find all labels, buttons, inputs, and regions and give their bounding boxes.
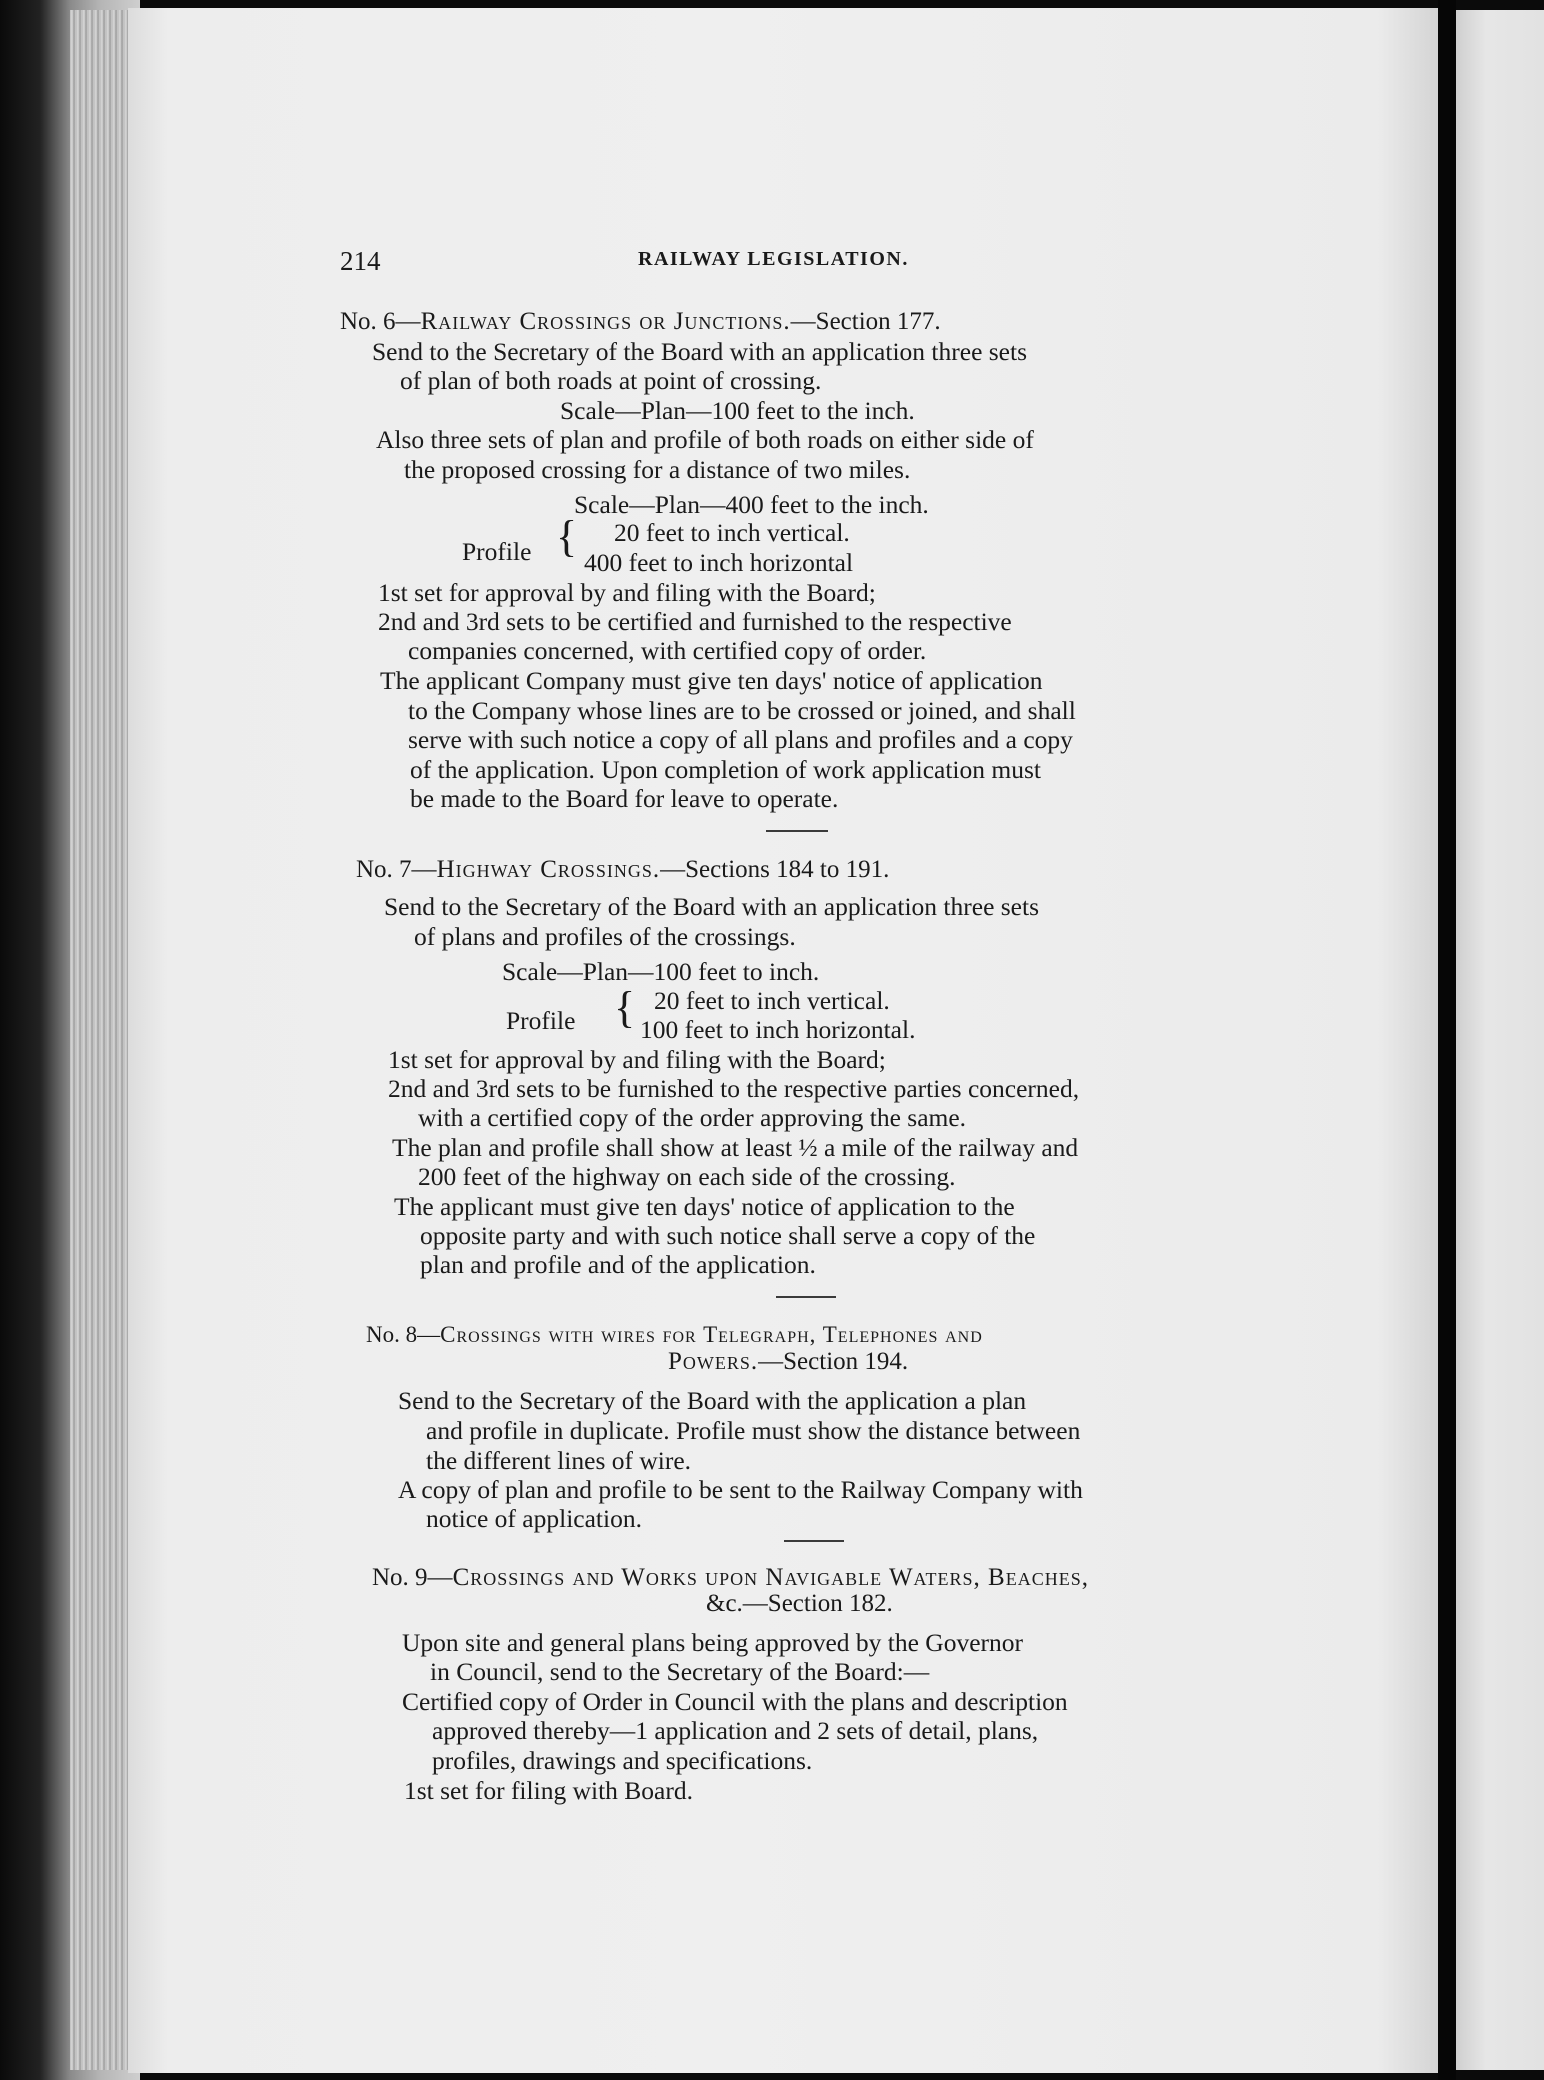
page-number: 214 xyxy=(340,246,381,276)
section-6-scale: Scale—Plan—100 feet to the inch. xyxy=(560,396,915,425)
section-7-line: Send to the Secretary of the Board with an application three sets xyxy=(384,892,1040,921)
section-8-title: Crossings with wires for Telegraph, Telephones and xyxy=(440,1322,983,1347)
section-6-line: the proposed crossing for a distance of two miles. xyxy=(404,455,911,484)
section-6-line: companies concerned, with certified copy of order. xyxy=(408,636,927,665)
section-6-line: 1st set for approval by and filing with the Board; xyxy=(378,578,876,607)
section-9-title-cont: &c. xyxy=(706,1590,743,1617)
section-8-number: No. 8— xyxy=(366,1322,441,1347)
section-7-line: 200 feet of the highway on each side of the crossing. xyxy=(418,1162,956,1191)
section-7-line: The applicant must give ten days' notice of application to the xyxy=(394,1192,1015,1221)
section-7-profile-label: Profile xyxy=(506,1006,576,1035)
book-gutter xyxy=(1438,0,1456,2080)
running-head: RAILWAY LEGISLATION. xyxy=(638,248,909,270)
section-7-line: of plans and profiles of the crossings. xyxy=(414,922,796,951)
section-9-title: Crossings and Works upon Navigable Waters, Beaches, xyxy=(452,1564,1089,1591)
section-9-number: No. 9— xyxy=(372,1564,453,1591)
section-6-line: to the Company whose lines are to be crossed or joined, and shall xyxy=(408,696,1076,725)
section-7-ref: —Sections 184 to 191. xyxy=(660,856,890,883)
section-6-line: of plan of both roads at point of crossing. xyxy=(400,366,822,395)
section-8-ref: —Section 194. xyxy=(758,1348,909,1375)
section-6-line: serve with such notice a copy of all plans and profiles and a copy xyxy=(408,725,1073,754)
section-6-heading xyxy=(340,308,941,336)
section-6-line: be made to the Board for leave to operate. xyxy=(410,784,839,813)
section-7-line: The plan and profile shall show at least ½ a mile of the railway and xyxy=(392,1133,1079,1162)
section-8-line: notice of application. xyxy=(426,1504,642,1533)
brace-icon: { xyxy=(556,512,578,561)
section-7-line: 2nd and 3rd sets to be furnished to the respective parties concerned, xyxy=(388,1074,1080,1103)
section-7-title: Highway Crossings. xyxy=(436,856,661,883)
section-7-line: opposite party and with such notice shall serve a copy of the xyxy=(420,1221,1036,1250)
section-6-profile-horizontal: 400 feet to inch horizontal xyxy=(584,548,854,577)
section-9-line: 1st set for filing with Board. xyxy=(404,1776,693,1805)
brace-icon: { xyxy=(614,983,636,1032)
section-9-line: Upon site and general plans being approved by the Governor xyxy=(402,1628,1024,1657)
section-9-line: in Council, send to the Secretary of the Board:— xyxy=(430,1657,930,1686)
section-divider xyxy=(776,1296,836,1298)
section-7-heading xyxy=(356,856,889,884)
section-7-line: plan and profile and of the application. xyxy=(420,1250,816,1279)
section-7-line: 1st set for approval by and filing with the Board; xyxy=(388,1045,886,1074)
section-7-line: with a certified copy of the order approving the same. xyxy=(418,1103,967,1132)
next-page-edge xyxy=(1456,10,1544,2070)
section-7-scale: Scale—Plan—100 feet to inch. xyxy=(502,957,820,986)
section-8-line: Send to the Secretary of the Board with the application a plan xyxy=(398,1386,1027,1415)
section-6-profile-label: Profile xyxy=(462,537,532,566)
section-8-line: the different lines of wire. xyxy=(426,1446,692,1475)
section-6-number: No. 6— xyxy=(340,308,421,335)
section-9-line: profiles, drawings and specifications. xyxy=(432,1746,813,1775)
section-8-heading xyxy=(366,1322,983,1348)
section-6-line: Send to the Secretary of the Board with an application three sets xyxy=(372,337,1028,366)
section-7-profile-horizontal: 100 feet to inch horizontal. xyxy=(640,1015,916,1044)
section-6-line: 2nd and 3rd sets to be certified and furnished to the respective xyxy=(378,607,1012,636)
section-8-heading-cont xyxy=(668,1348,908,1376)
section-9-line: Certified copy of Order in Council with the plans and description xyxy=(402,1687,1068,1716)
section-6-profile-vertical: 20 feet to inch vertical. xyxy=(614,518,850,547)
section-7-number: No. 7— xyxy=(356,856,437,883)
section-6-line: The applicant Company must give ten days' notice of application xyxy=(380,666,1043,695)
section-9-heading xyxy=(372,1564,1089,1592)
section-6-scale: Scale—Plan—400 feet to the inch. xyxy=(574,490,929,519)
section-6-title: Railway Crossings or Junctions. xyxy=(420,308,791,335)
section-8-title-cont: Powers. xyxy=(668,1348,759,1375)
section-7-profile-vertical: 20 feet to inch vertical. xyxy=(654,986,890,1015)
section-8-line: A copy of plan and profile to be sent to the Railway Company with xyxy=(398,1475,1083,1504)
section-6-line: Also three sets of plan and profile of both roads on either side of xyxy=(376,425,1034,454)
section-9-line: approved thereby—1 application and 2 sets of detail, plans, xyxy=(432,1716,1039,1745)
section-divider xyxy=(784,1540,844,1542)
section-divider xyxy=(766,830,828,832)
section-6-line: of the application. Upon completion of work application must xyxy=(410,755,1041,784)
section-6-ref: —Section 177. xyxy=(790,308,941,335)
section-8-line: and profile in duplicate. Profile must show the distance between xyxy=(426,1416,1081,1445)
section-9-heading-cont xyxy=(706,1590,893,1618)
section-9-ref: —Section 182. xyxy=(742,1590,893,1617)
